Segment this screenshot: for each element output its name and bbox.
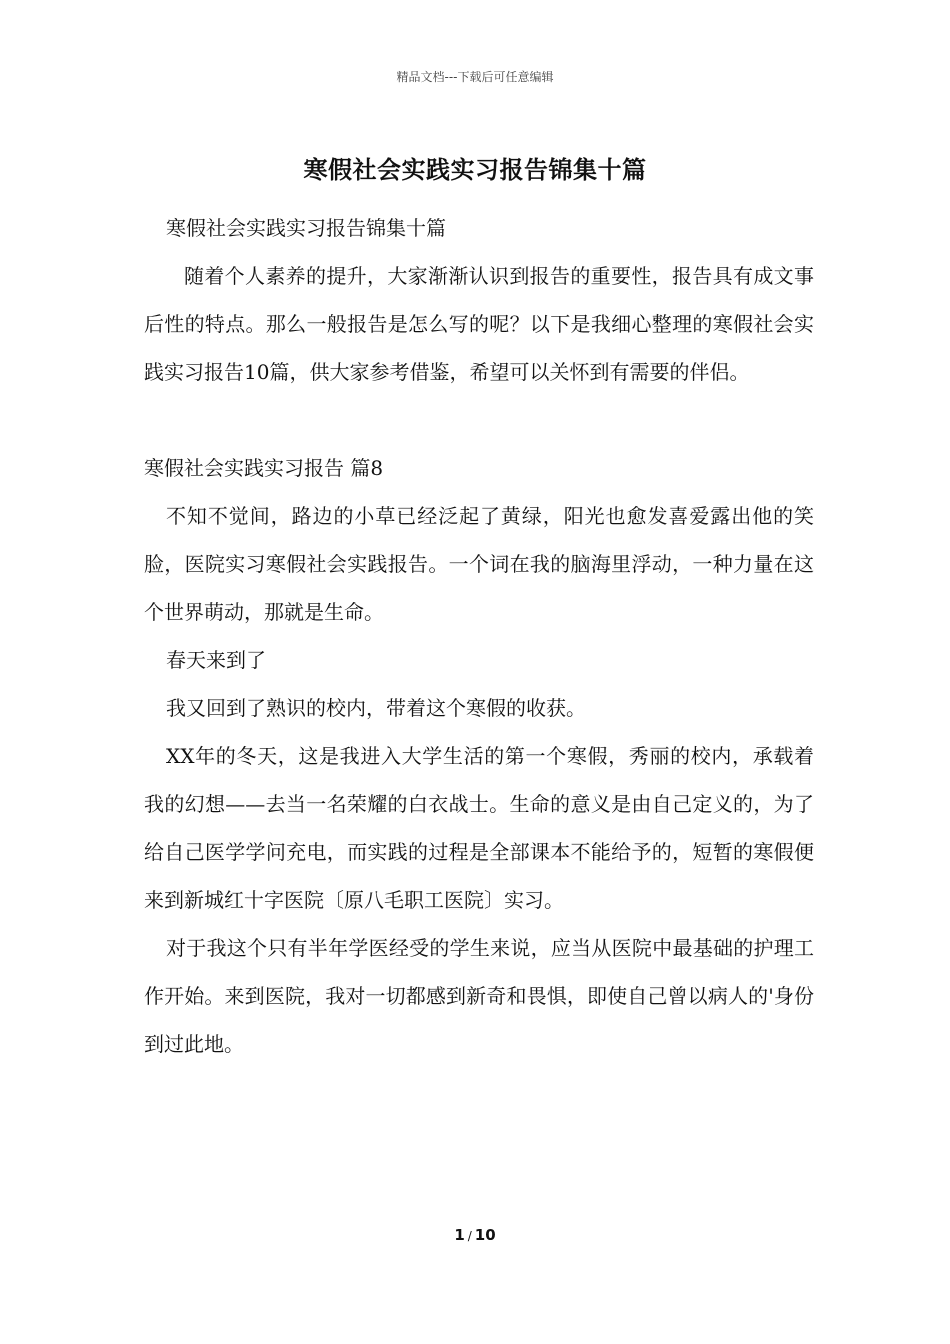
document-title: 寒假社会实践实习报告锦集十篇	[303, 155, 647, 184]
total-pages: 10	[474, 1226, 496, 1244]
body-paragraph: 对于我这个只有半年学医经受的学生来说，应当从医院中最基础的护理工作开始。来到医院，我对一切都感到新奇和畏惧，即使自己曾以病人的'身份到过此地。	[144, 936, 814, 1056]
body-paragraph: XX年的冬天，这是我进入大学生活的第一个寒假，秀丽的校内，承载着我的幻想——去当一名荣耀的白衣战士。生命的意义是由自己定义的，为了给自己医学学问充电，而实践的过程是全部课本不能给予的，短暂的寒假便来到新城红十字医院〔原八毛职工医院〕实习。	[144, 744, 814, 912]
intro-paragraph: 随着个人素养的提升，大家渐渐认识到报告的重要性，报告具有成文事后性的特点。那么一般报告是怎么写的呢？以下是我细心整理的寒假社会实践实习报告10篇，供大家参考借鉴，希望可以关怀到有需要的伴侣。	[144, 264, 814, 384]
current-page: 1	[454, 1226, 465, 1244]
section-heading: 寒假社会实践实习报告 篇8	[144, 456, 384, 480]
paragraph-gap	[144, 396, 814, 444]
body-paragraph: 不知不觉间，路边的小草已经泛起了黄绿，阳光也愈发喜爱露出他的笑脸，医院实习寒假社会实践报告。一个词在我的脑海里浮动，一种力量在这个世界萌动，那就是生命。	[144, 504, 814, 624]
body-paragraph: 我又回到了熟识的校内，带着这个寒假的收获。	[166, 696, 586, 720]
page-number	[0, 1226, 950, 1244]
page-header: 精品文档---下载后可任意编辑	[396, 70, 554, 84]
document-subtitle: 寒假社会实践实习报告锦集十篇	[166, 216, 446, 240]
document-body	[144, 204, 814, 1068]
page-separator: /	[467, 1229, 472, 1243]
body-paragraph: 春天来到了	[166, 648, 266, 672]
